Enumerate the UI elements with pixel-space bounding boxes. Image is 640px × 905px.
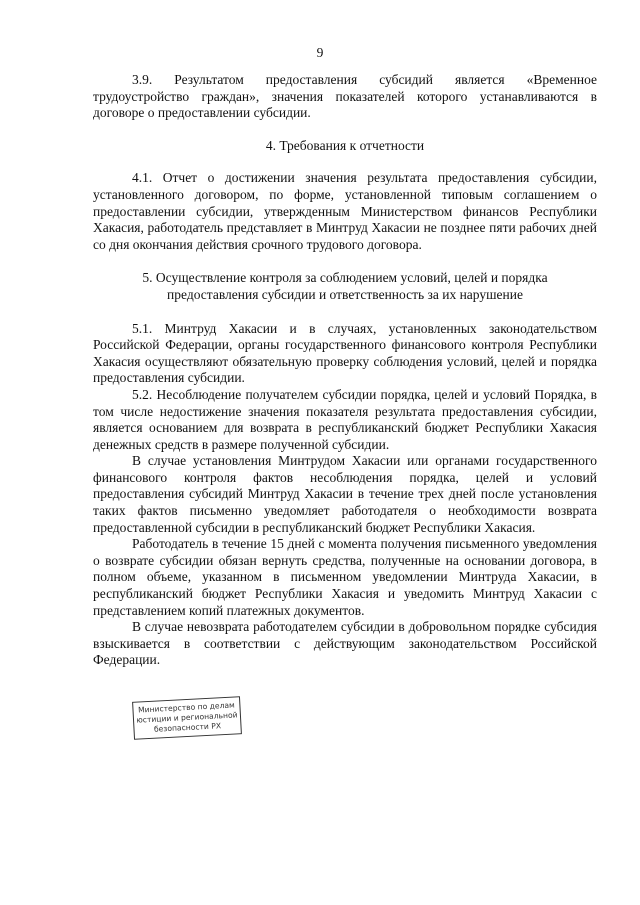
paragraph-3-9: 3.9. Результатом предоставления субсидий является «Временное трудоустройство граждан», значения показателей которого устанавливаются в договоре о предоставлении субсидии. (93, 72, 597, 121)
paragraph-5-1: 5.1. Минтруд Хакасии и в случаях, установленных законодательством Российской Федерации, органы государственного финансового контроля Республики Хакасия осуществляют обязательную проверку соблюдения условий, целей и порядка предоставления субсидии. (93, 320, 597, 386)
stamp-line-2: юстиции и региональной (136, 710, 238, 725)
section-4-heading: 4. Требования к отчетности (265, 137, 425, 153)
registration-stamp (132, 696, 242, 740)
page-number: 9 (316, 45, 324, 60)
document-body (93, 72, 597, 669)
paragraph-5-2: 5.2. Несоблюдение получателем субсидии порядка, целей и условий Порядка, в том числе недостижение значения показателя результата предоставления субсидии, является основанием для возврата в республиканский бюджет Республики Хакасия денежных средств в размере полученной субсидии. (93, 386, 597, 452)
stamp-line-1: Министерство по делам (137, 700, 236, 715)
paragraph-enforced-recovery: В случае невозврата работодателем субсидии в добровольном порядке субсидия взыскивается в соответствии с действующим законодательством Российской Федерации. (93, 619, 597, 668)
paragraph-4-1: 4.1. Отчет о достижении значения результата предоставления субсидии, установленного договором, по форме, установленной типовым соглашением о предоставлении субсидии, утвержденным Министерством финансов Республики Хакасия, работодатель представляет в Минтруд Хакасии не позднее пяти рабочих дней со дня окончания действия срочного трудового договора. (93, 170, 597, 252)
section-5-heading-line-1: 5. Осуществление контроля за соблюдением условий, целей и порядка (142, 270, 548, 286)
section-5-heading-line-2: предоставления субсидии и ответственность за их нарушение (167, 286, 523, 302)
stamp-line-3: безопасности РХ (153, 721, 222, 734)
paragraph-employer-refund: Работодатель в течение 15 дней с момента получения письменного уведомления о возврате субсидии обязан вернуть средства, полученные на основании договора, в полном объеме, указанном в письменном уведомлении Минтруда Хакасии, в республиканский бюджет Республики Хакасия и уведомить Минтруд Хакасии с представлением копий платежных документов. (93, 536, 597, 618)
paragraph-violation-notice: В случае установления Минтрудом Хакасии или органами государственного финансового контроля фактов несоблюдения порядка, целей и условий предоставления субсидий Минтруд Хакасии в течение трех дней после установления таких фактов письменно уведомляет работодателя о необходимости возврата предоставленной субсидии в республиканский бюджет Республики Хакасия. (93, 453, 597, 535)
